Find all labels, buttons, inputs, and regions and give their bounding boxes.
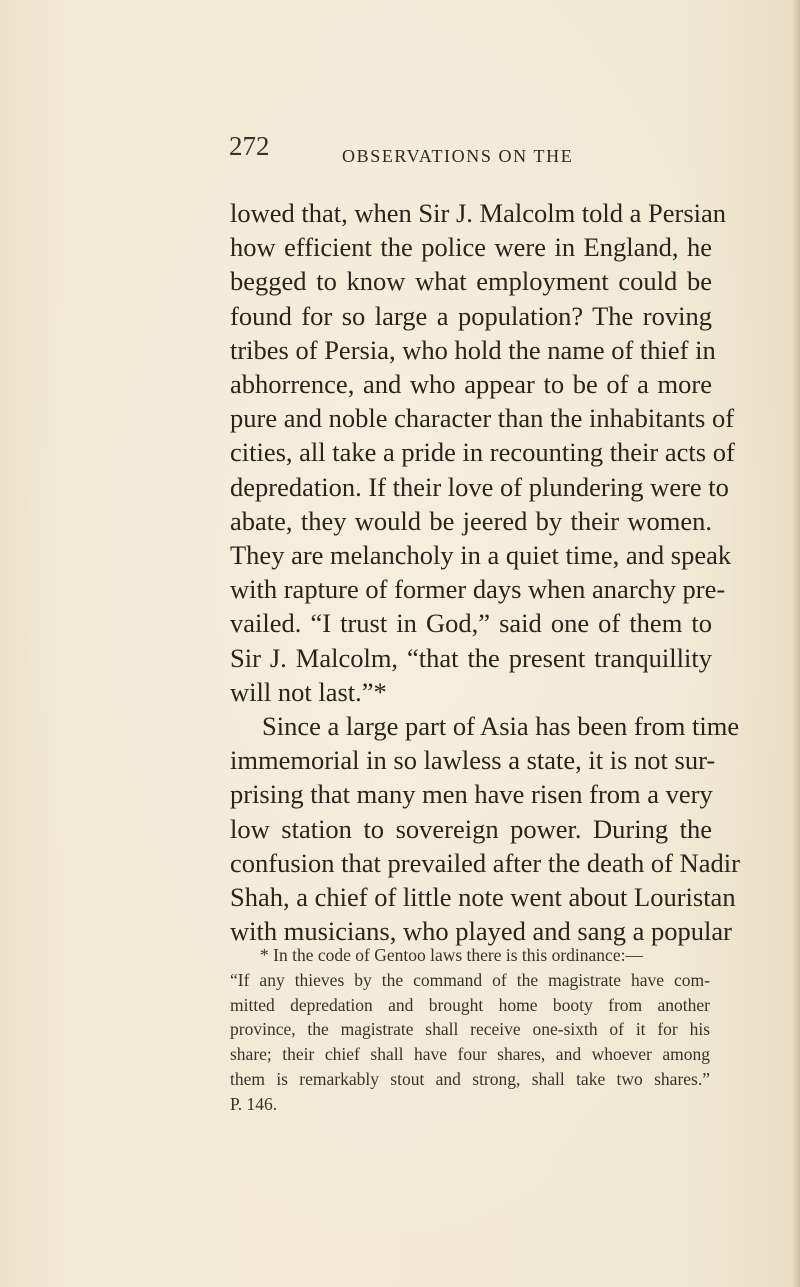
body-line: vailed. “I trust in God,” said one of them to [230,608,712,639]
footnote-line: share; their chief shall have four shares, and whoever among [230,1044,710,1065]
body-line: will not last.”* [230,676,387,707]
body-line: confusion that prevailed after the death of Nadir [230,847,740,878]
body-line: low station to sovereign power. During the [230,813,712,844]
body-line: with musicians, who played and sang a popular [230,916,732,947]
body-line: abate, they would be jeered by their women. [230,505,712,536]
body-line: They are melancholy in a quiet time, and speak [230,540,732,571]
body-line: Sir J. Malcolm, “that the present tranquillity [230,642,712,673]
body-line: prising that many men have risen from a very [230,779,713,810]
body-line: lowed that, when Sir J. Malcolm told a Persian [230,198,727,228]
body-line: how efficient the police were in England, he [230,232,712,263]
footnote [230,943,710,1117]
body-line: cities, all take a pride in recounting their acts of [230,437,735,468]
body-line: Shah, a chief of little note went about Louristan [230,882,736,913]
footnote-line: * In the code of Gentoo laws there is this ordinance:— [260,945,643,965]
body-line: pure and noble character than the inhabitants of [230,403,735,434]
body-line: abhorrence, and who appear to be of a more [230,369,712,400]
body-line: immemorial in so lawless a state, it is not sur- [230,745,716,776]
footnote-line: them is remarkably stout and strong, shall take two shares.” [230,1068,710,1089]
running-title: OBSERVATIONS ON THE [342,146,574,166]
footnote-line: mitted depredation and brought home booty from another [230,994,710,1015]
page-number: 272 [229,131,270,161]
body-line: tribes of Persia, who hold the name of thief in [230,334,716,365]
body-line: with rapture of former days when anarchy pre- [230,574,726,605]
footnote-line: P. 146. [230,1093,278,1114]
body-line: Since a large part of Asia has been from time [262,711,740,742]
body-line: depredation. If their love of plundering were to [230,471,729,502]
footnote-line: “If any thieves by the command of the magistrate have com- [230,969,710,990]
footnote-line: province, the magistrate shall receive one-sixth of it for his [230,1019,710,1040]
body-line: begged to know what employment could be [230,266,712,297]
body-text [230,196,740,948]
page-edge-shadow [792,0,800,1287]
body-line: found for so large a population? The roving [230,300,712,331]
